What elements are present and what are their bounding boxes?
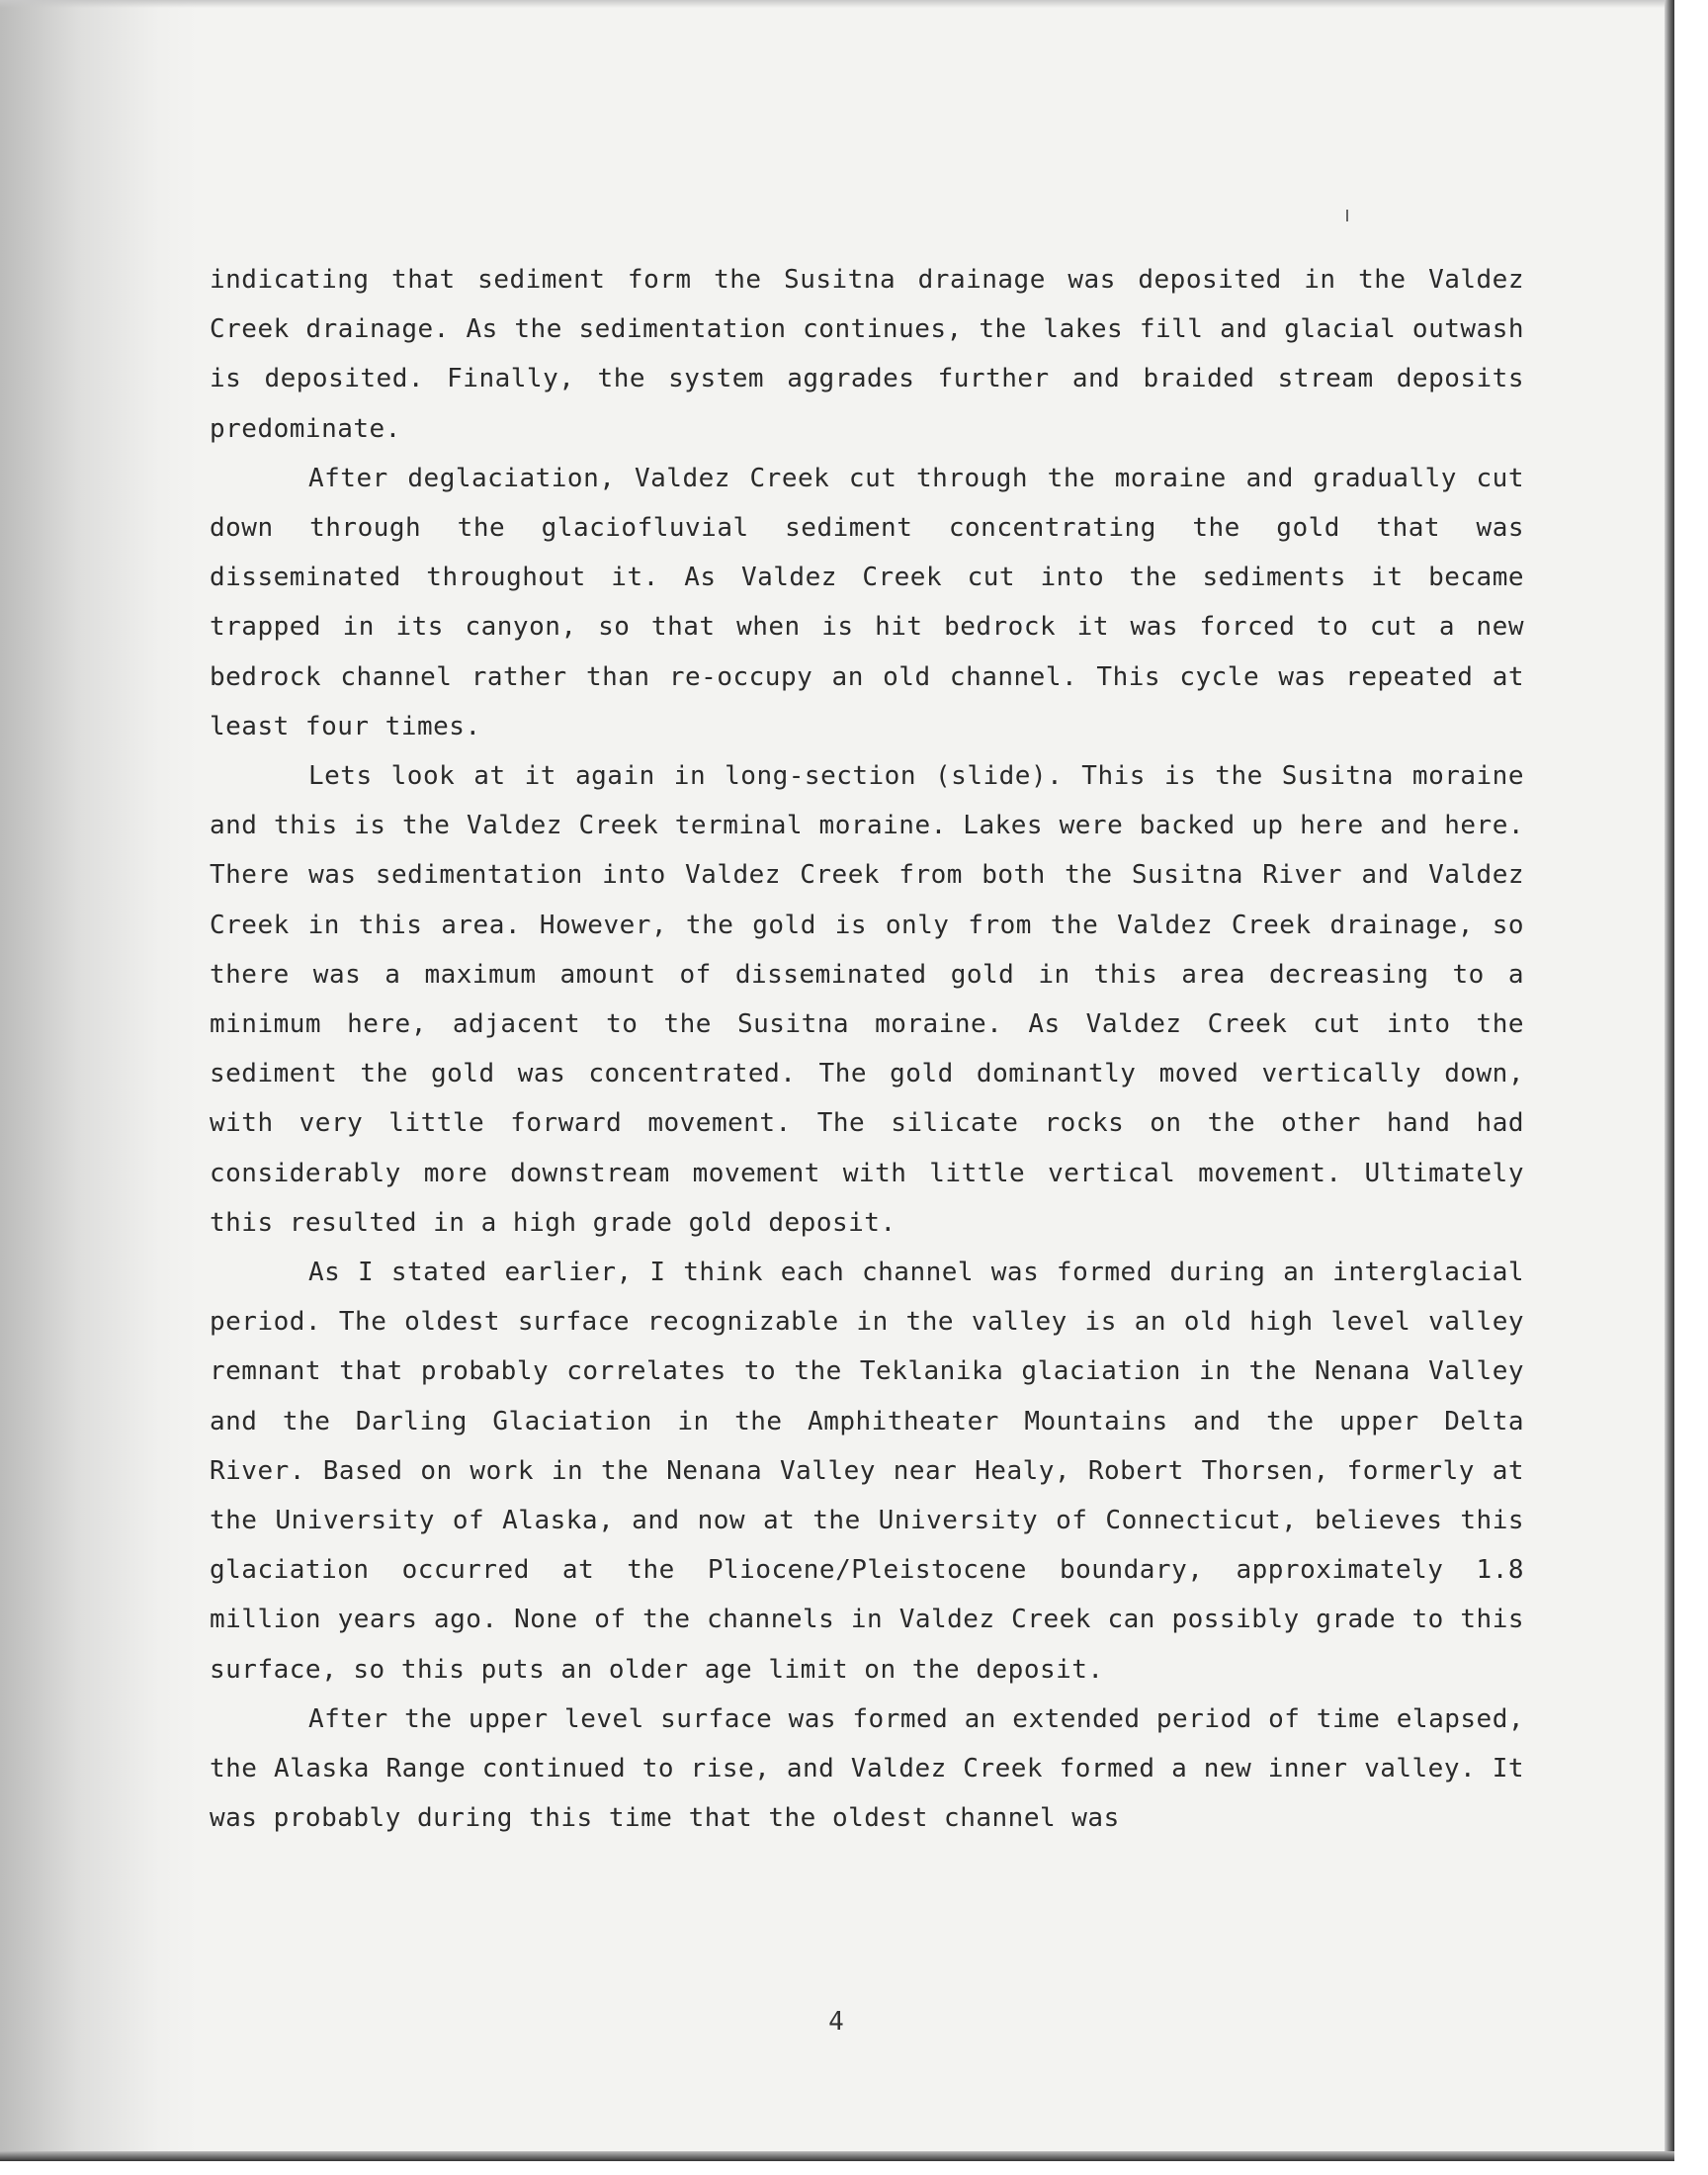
paragraph-upper-level-surface: After the upper level surface was formed an extended period of time elapsed, the Alaska Range continued to rise, and Valdez Creek formed a new inner valley. It was probably during this time that the oldest channel was (210, 1703, 1524, 1834)
scan-edge-top (0, 0, 1672, 8)
paragraph-long-section: Lets look at it again in long-section (slide). This is the Susitna moraine and this is the Valdez Creek terminal moraine. Lakes were backed up here and here. There was sedimentation into Valdez Creek from both the Susitna River and Valdez Creek in this area. However, the gold is only from the Valdez Creek drainage, so there was a maximum amount of disseminated gold in this area decreasing to a minimum here, adjacent to the Susitna moraine. As Valdez Creek cut into the sediment the gold was concentrated. The gold dominantly moved vertically down, with very little forward movement. The silicate rocks on the other hand had considerably more downstream movement with little vertical movement. Ultimately this resulted in a high grade gold deposit. (210, 761, 1524, 1238)
page-number: 4 (828, 2007, 844, 2037)
paragraph-deglaciation: After deglaciation, Valdez Creek cut through the moraine and gradually cut down through the glaciofluvial sediment concentrating the gold that was disseminated throughout it. As Valdez Creek cut into the sediments it became trapped in its canyon, so that when is hit bedrock it was forced to cut a new bedrock channel rather than re-occupy an old channel. This cycle was repeated at least four times. (210, 463, 1524, 741)
stray-mark (1346, 210, 1348, 221)
scan-shadow-left (0, 0, 198, 2160)
body-text (210, 255, 1524, 1844)
paragraph-interglacial: As I stated earlier, I think each channel was formed during an interglacial period. The oldest surface recognizable in the valley is an old high level valley remnant that probably correlates to the Teklanika glaciation in the Nenana Valley and the Darling Glaciation in the Amphitheater Mountains and the upper Delta River. Based on work in the Nenana Valley near Healy, Robert Thorsen, formerly at the University of Alaska, and now at the University of Connecticut, believes this glaciation occurred at the Pliocene/Pleistocene boundary, approximately 1.8 million years ago. None of the channels in Valdez Creek can possibly grade to this surface, so this puts an older age limit on the deposit. (210, 1258, 1524, 1685)
scan-edge-right (1665, 0, 1674, 2160)
paragraph-continuation: indicating that sediment form the Susitna drainage was deposited in the Valdez Creek drainage. As the sedimentation continues, the lakes fill and glacial outwash is deposited. Finally, the system aggrades further and braided stream deposits predominate. (210, 265, 1524, 444)
scan-edge-bottom (0, 2151, 1674, 2161)
